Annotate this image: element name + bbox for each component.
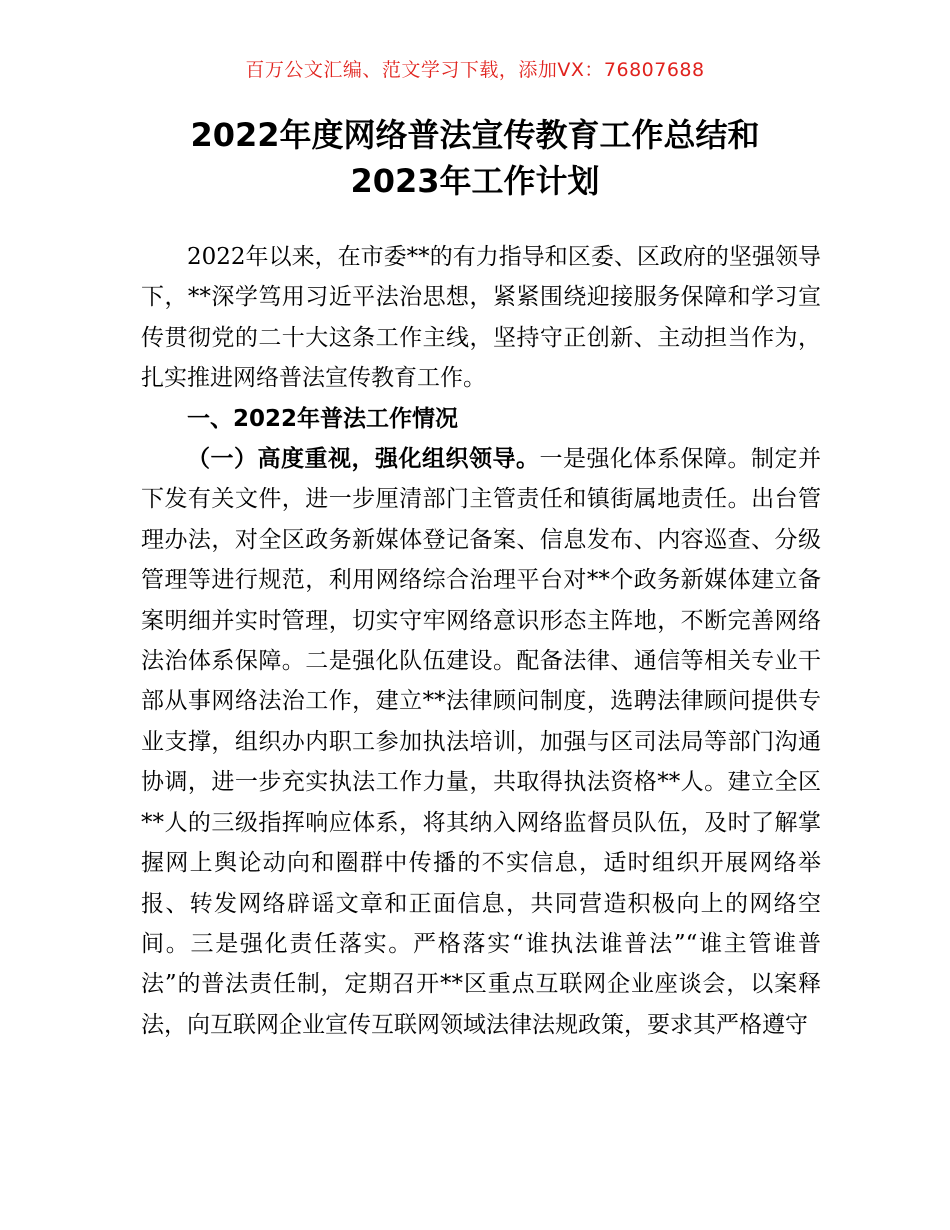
subsection-body: 一是强化体系保障。制定并下发有关文件，进一步厘清部门主管责任和镇街属地责任。出台管理办法，对全区政务新媒体登记备案、信息发布、内容巡查、分级管理等进行规范，利用网络综合治理平台对**个政务新媒体建立备案明细并实时管理，切实守牢网络意识形态主阵地，不断完善网络法治体系保障。二是强化队伍建设。配备法律、通信等相关专业干部从事网络法治工作，建立**法律顾问制度，选聘法律顾问提供专业支撑，组织办内职工参加执法培训，加强与区司法局等部门沟通协调，进一步充实执法工作力量，共取得执法资格**人。建立全区**人的三级指挥响应体系，将其纳入网络监督员队伍，及时了解掌握网上舆论动向和圈群中传播的不实信息，适时组织开展网络举报、转发网络辟谣文章和正面信息，共同营造积极向上的网络空间。三是强化责任落实。严格落实“谁执法谁普法”“谁主管谁普法”的普法责任制，定期召开**区重点互联网企业座谈会，以案释法，向互联网企业宣传互联网领域法律法规政策，要求其严格遵守 xyxy=(141,446,821,1038)
document-title xyxy=(0,112,950,204)
section-heading: 一、2022年普法工作情况 xyxy=(187,405,459,432)
watermark-header: 百万公文汇编、范文学习下载，添加VX：76807688 xyxy=(245,59,705,81)
subsection-lead: （一）高度重视，强化组织领导。 xyxy=(187,446,540,473)
title-line-2: 2023年工作计划 xyxy=(350,162,600,200)
document-body xyxy=(141,237,821,1045)
subsection-paragraph xyxy=(141,439,821,1045)
title-line-1: 2022年度网络普法宣传教育工作总结和 xyxy=(190,116,760,154)
intro-paragraph: 2022年以来，在市委**的有力指导和区委、区政府的坚强领导下，**深学笃用习近平法治思想，紧紧围绕迎接服务保障和学习宣传贯彻党的二十大这条工作主线，坚持守正创新、主动担当作为，扎实推进网络普法宣传教育工作。 xyxy=(141,244,821,392)
